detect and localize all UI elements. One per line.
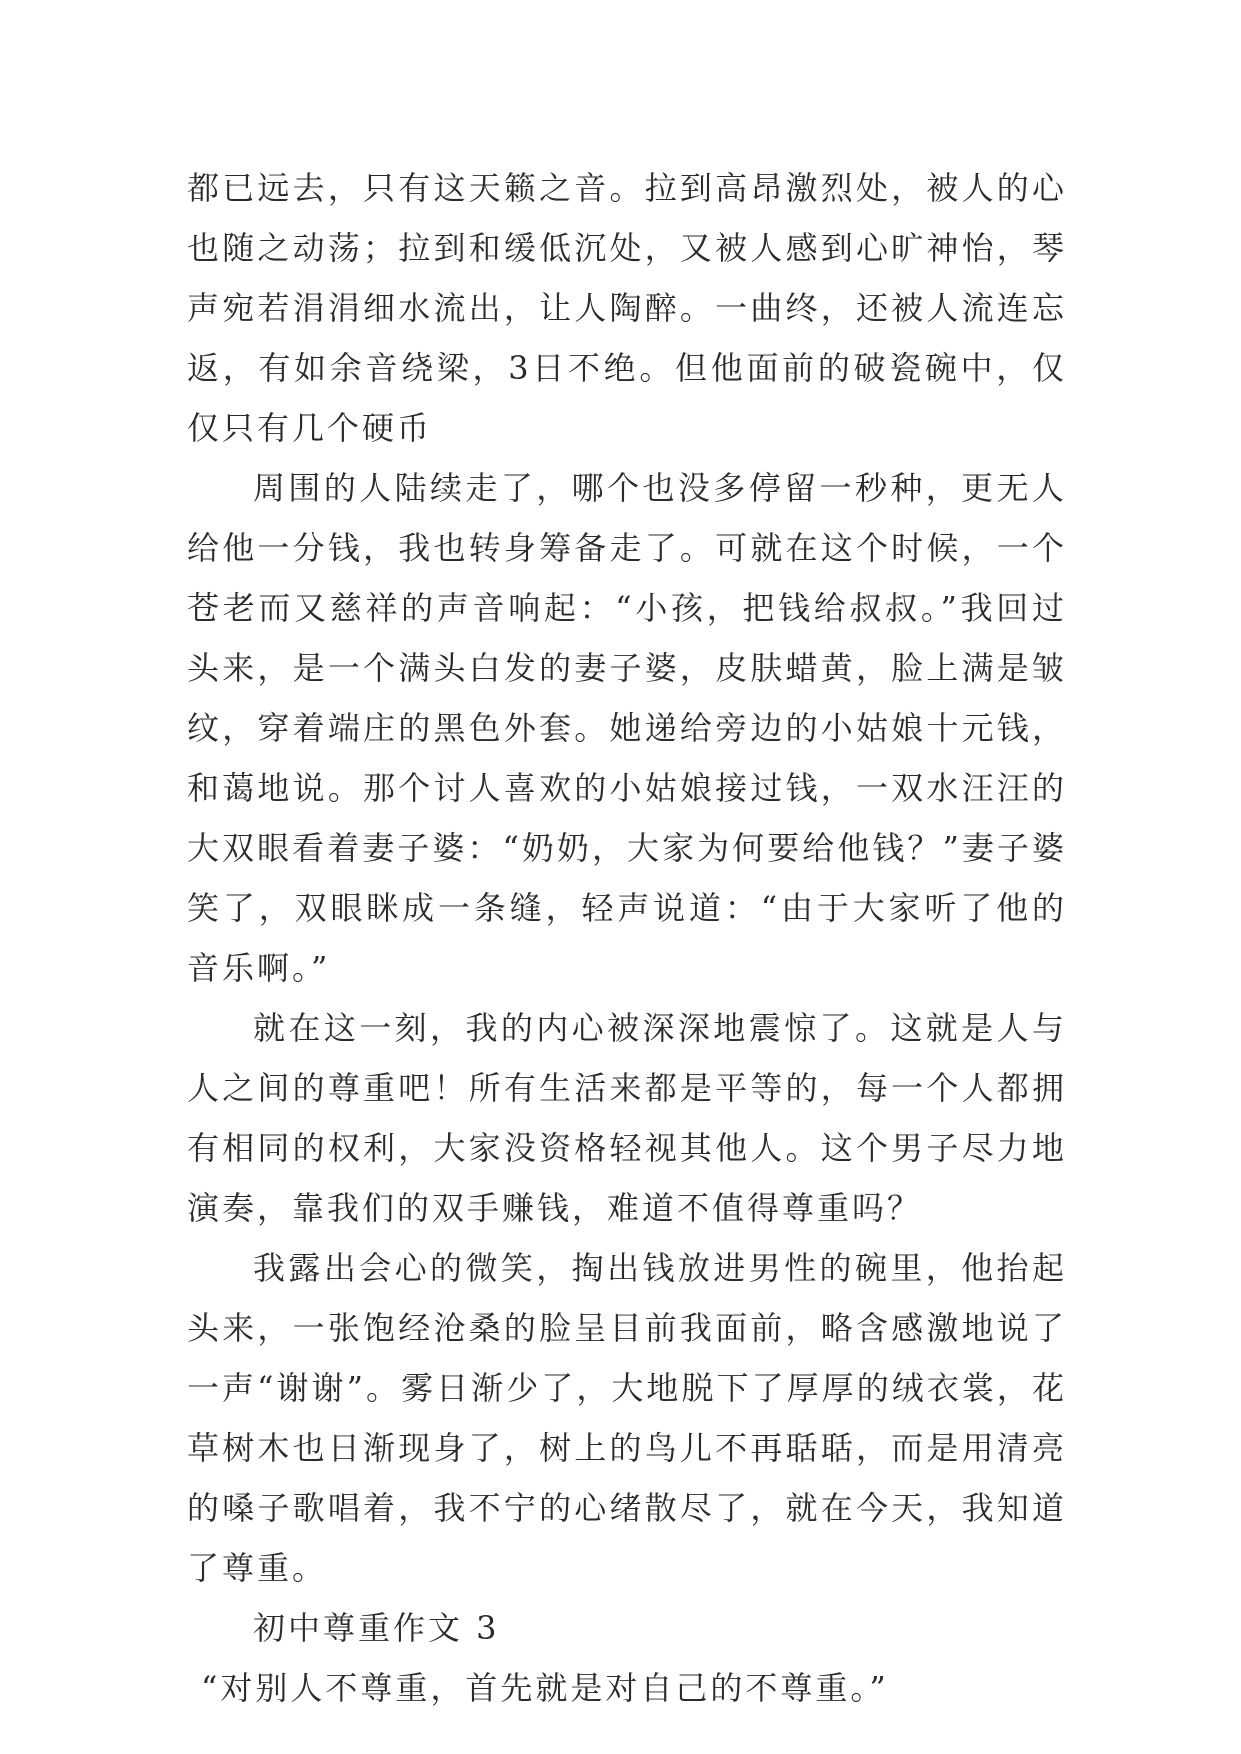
essay-heading: 初中尊重作文 3 [253,1609,500,1647]
opening-quote: “对别人不尊重，首先就是对自己的不尊重。” [201,1669,889,1707]
document-body [187,158,1067,1718]
paragraph-giving-money: 我露出会心的微笑，掏出钱放进男性的碗里，他抬起头来，一张饱经沧桑的脸呈目前我面前，略含感激地说了一声“谢谢”。雾日渐少了，大地脱下了厚厚的绒衣裳，花草树木也日渐现身了，树上的鸟儿不再聒聒，而是用清亮的嗓子歌唱着，我不宁的心绪散尽了，就在今天，我知道了尊重。 [187,1249,1067,1587]
paragraph-crowd-leaving: 周围的人陆续走了，哪个也没多停留一秒种，更无人给他一分钱，我也转身筹备走了。可就在这个时候，一个苍老而又慈祥的声音响起：“小孩，把钱给叔叔。”我回过头来，是一个满头白发的妻子婆，皮肤蜡黄，脸上满是皱纹，穿着端庄的黑色外套。她递给旁边的小姑娘十元钱，和蔼地说。那个讨人喜欢的小姑娘接过钱，一双水汪汪的大双眼看着妻子婆：“奶奶，大家为何要给他钱？”妻子婆笑了，双眼眯成一条缝，轻声说道：“由于大家听了他的音乐啊。” [187,469,1067,987]
paragraph-realization: 就在这一刻，我的内心被深深地震惊了。这就是人与人之间的尊重吧！所有生活来都是平等的，每一个人都拥有相同的权利，大家没资格轻视其他人。这个男子尽力地演奏，靠我们的双手赚钱，难道不值得尊重吗？ [187,1009,1067,1227]
paragraph-continuation: 都已远去，只有这天籁之音。拉到高昂激烈处，被人的心也随之动荡；拉到和缓低沉处，又被人感到心旷神怡，琴声宛若涓涓细水流出，让人陶醉。一曲终，还被人流连忘返，有如余音绕梁，3日不绝。但他面前的破瓷碗中，仅仅只有几个硬币 [187,169,1067,447]
